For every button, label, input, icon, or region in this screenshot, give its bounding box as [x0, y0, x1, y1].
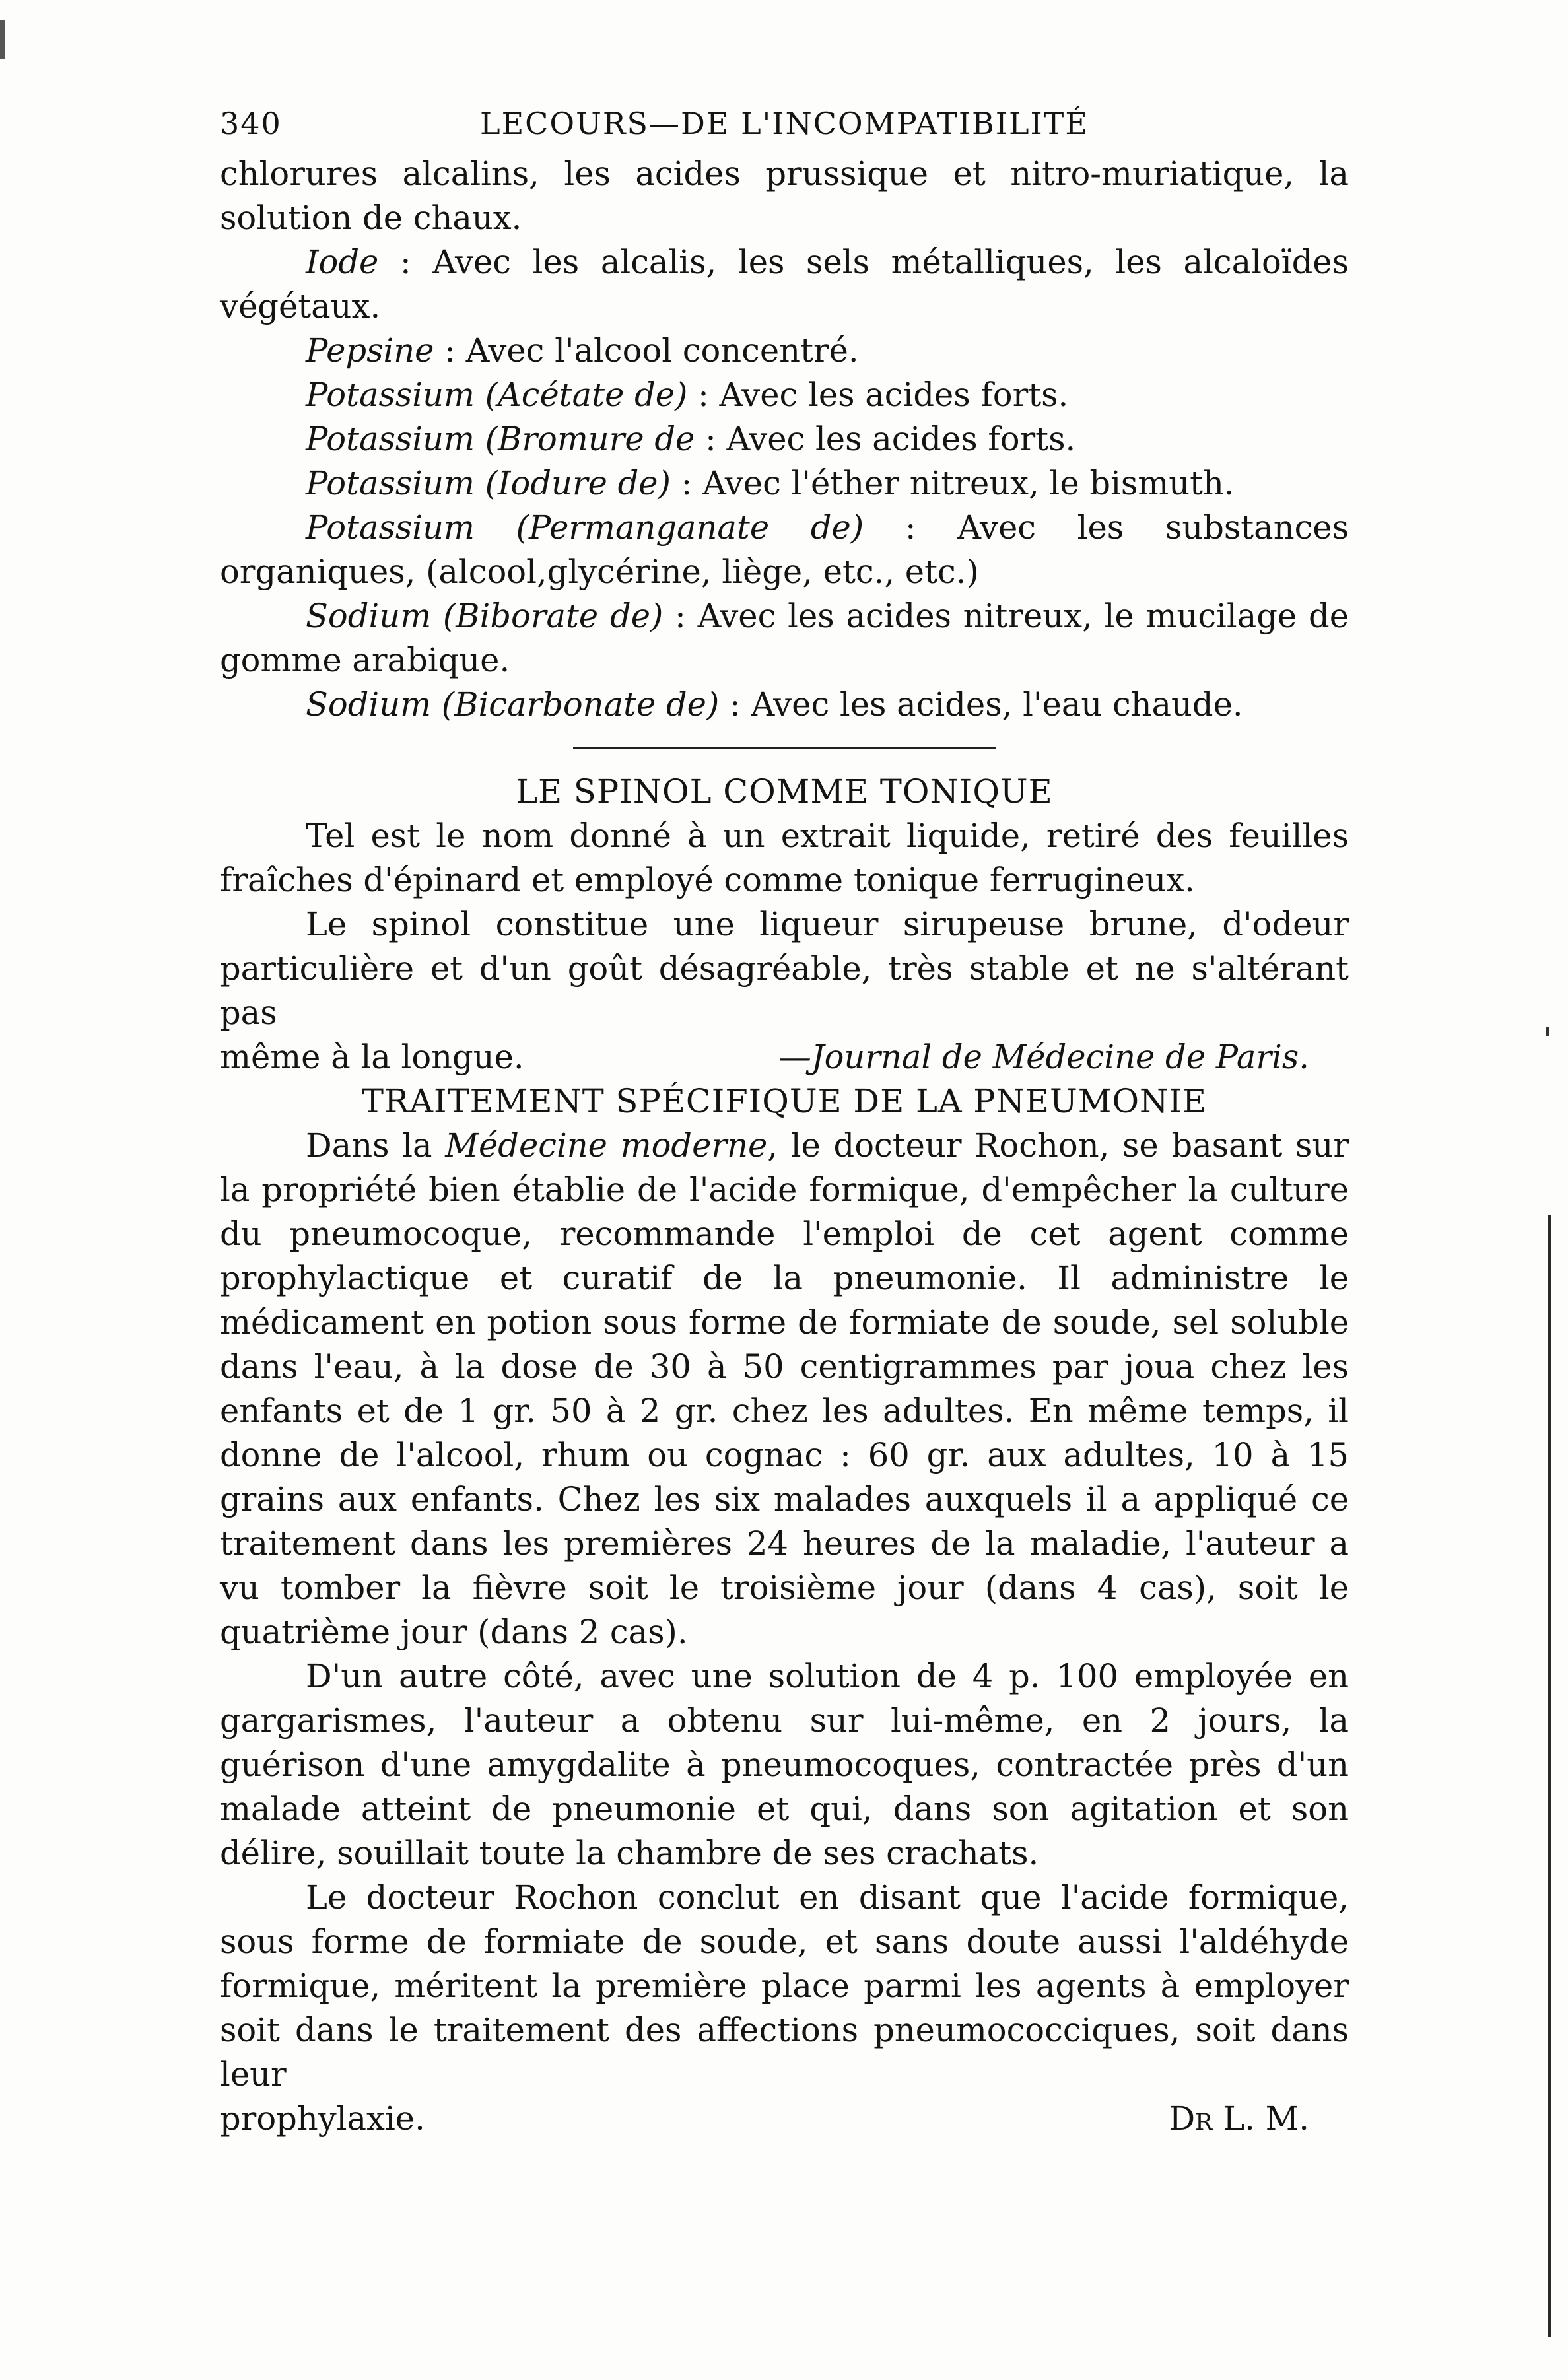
entry-term: Potassium (Acétate de)	[306, 376, 688, 414]
incompatibility-entry	[220, 461, 1349, 506]
page-number: 340	[220, 106, 282, 141]
entry-text: : Avec l'éther nitreux, le bismuth.	[670, 464, 1235, 502]
spinol-source-line	[220, 1035, 1349, 1079]
section-title-spinol: LE SPINOL COMME TONIQUE	[516, 772, 1053, 811]
entry-text: : Avec les acides forts.	[687, 376, 1069, 414]
pneumonie-paragraph-2: D'un autre côté, avec une solution de 4 p. 100 employée en gargarismes, l'auteur a obtenu sur lui-même, en 2 jours, la guérison d'une amygdalite à pneumocoques, contractée près d'un malade atteint de pneumonie et qui, dans son agitation et son délire, souillait toute la chambre de ses crachats.	[220, 1657, 1349, 1872]
incompatibility-entry	[220, 240, 1349, 329]
entry-text: : Avec les acides forts.	[695, 420, 1076, 458]
entry-term: Potassium (Bromure de	[306, 420, 695, 458]
incompatibility-entry	[220, 683, 1349, 727]
entry-text: : Avec les acides nitreux, le mucilage de gomme arabique.	[220, 597, 1349, 679]
entry-term: Potassium (Iodure de)	[306, 464, 671, 502]
spinol-paragraph-2-end: même à la longue.	[220, 1038, 524, 1076]
entry-text: : Avec les alcalis, les sels métalliques, les alcaloïdes végétaux.	[220, 243, 1349, 325]
spinol-paragraph-1: Tel est le nom donné à un extrait liquide, retiré des feuilles fraîches d'épinard et employé comme tonique ferrugineux.	[220, 817, 1349, 899]
pneumonie-paragraph-1: Dans la Médecine moderne, le docteur Rochon, se basant sur la propriété bien établie de l'acide formique, d'empêcher la culture du pneumocoque, recommande l'emploi de cet agent comme prophylactique et curatif de la pneumonie. Il administre le médicament en potion sous forme de formiate de soude, sel soluble dans l'eau, à la dose de 30 à 50 centigrammes par joua chez les enfants et de 1 gr. 50 à 2 gr. chez les adultes. En même temps, il donne de l'alcool, rhum ou cognac : 60 gr. aux adultes, 10 à 15 grains aux enfants. Chez les six malades auxquels il a appliqué ce traitement dans les premières 24 heures de la maladie, l'auteur a vu tomber la fièvre soit le troisième jour (dans 4 cas), soit le quatrième jour (dans 2 cas).	[220, 1126, 1349, 1651]
entry-term: Sodium (Bicarbonate de)	[306, 685, 720, 724]
incompatibility-entry	[220, 329, 1349, 373]
incompatibility-entry	[220, 373, 1349, 417]
entry-text: : Avec l'alcool concentré.	[434, 331, 859, 370]
running-title: LECOURS—DE L'INCOMPATIBILITÉ	[480, 106, 1089, 141]
journal-title: Médecine moderne	[445, 1126, 768, 1165]
incompatibility-entry	[220, 417, 1349, 461]
entry-term: Potassium (Permanganate de)	[306, 508, 864, 547]
margin-speck	[1546, 1027, 1549, 1036]
pneumonie-paragraph-3-end: prophylaxie.	[220, 2099, 425, 2138]
page-edge-shadow	[1548, 1215, 1551, 2337]
source-citation: —Journal de Médecine de Paris.	[778, 1038, 1309, 1076]
page-edge-mark	[0, 20, 5, 59]
section-title-pneumonie: TRAITEMENT SPÉCIFIQUE DE LA PNEUMONIE	[361, 1082, 1208, 1120]
entry-term: Pepsine	[306, 331, 434, 370]
book-page	[220, 99, 1349, 2141]
running-head	[220, 99, 1349, 152]
entry-term: Sodium (Biborate de)	[306, 597, 664, 635]
author-signature: Dr L. M.	[1169, 2099, 1309, 2138]
incompatibility-entry-continued: chlorures alcalins, les acides prussique et nitro-muriatique, la solution de chaux.	[220, 154, 1349, 237]
signature-line	[220, 2097, 1349, 2141]
spinol-paragraph-2: Le spinol constitue une liqueur sirupeuse brune, d'odeur particulière et d'un goût désagréable, très stable et ne s'altérant pas	[220, 905, 1349, 1032]
incompatibility-entry	[220, 594, 1349, 683]
entry-text: : Avec les acides, l'eau chaude.	[719, 685, 1243, 724]
pneumonie-paragraph-3: Le docteur Rochon conclut en disant que l'acide formique, sous forme de formiate de soude, et sans doute aussi l'aldéhyde formique, méritent la première place parmi les agents à employer soit dans le traitement des affections pneumococciques, soit dans leur	[220, 1878, 1349, 2093]
entry-text: : Avec les substances organiques, (alcool,glycérine, liège, etc., etc.)	[220, 508, 1349, 591]
entry-term: Iode	[306, 243, 379, 281]
incompatibility-entry	[220, 506, 1349, 594]
page-body	[220, 152, 1349, 2141]
section-divider	[573, 747, 996, 749]
